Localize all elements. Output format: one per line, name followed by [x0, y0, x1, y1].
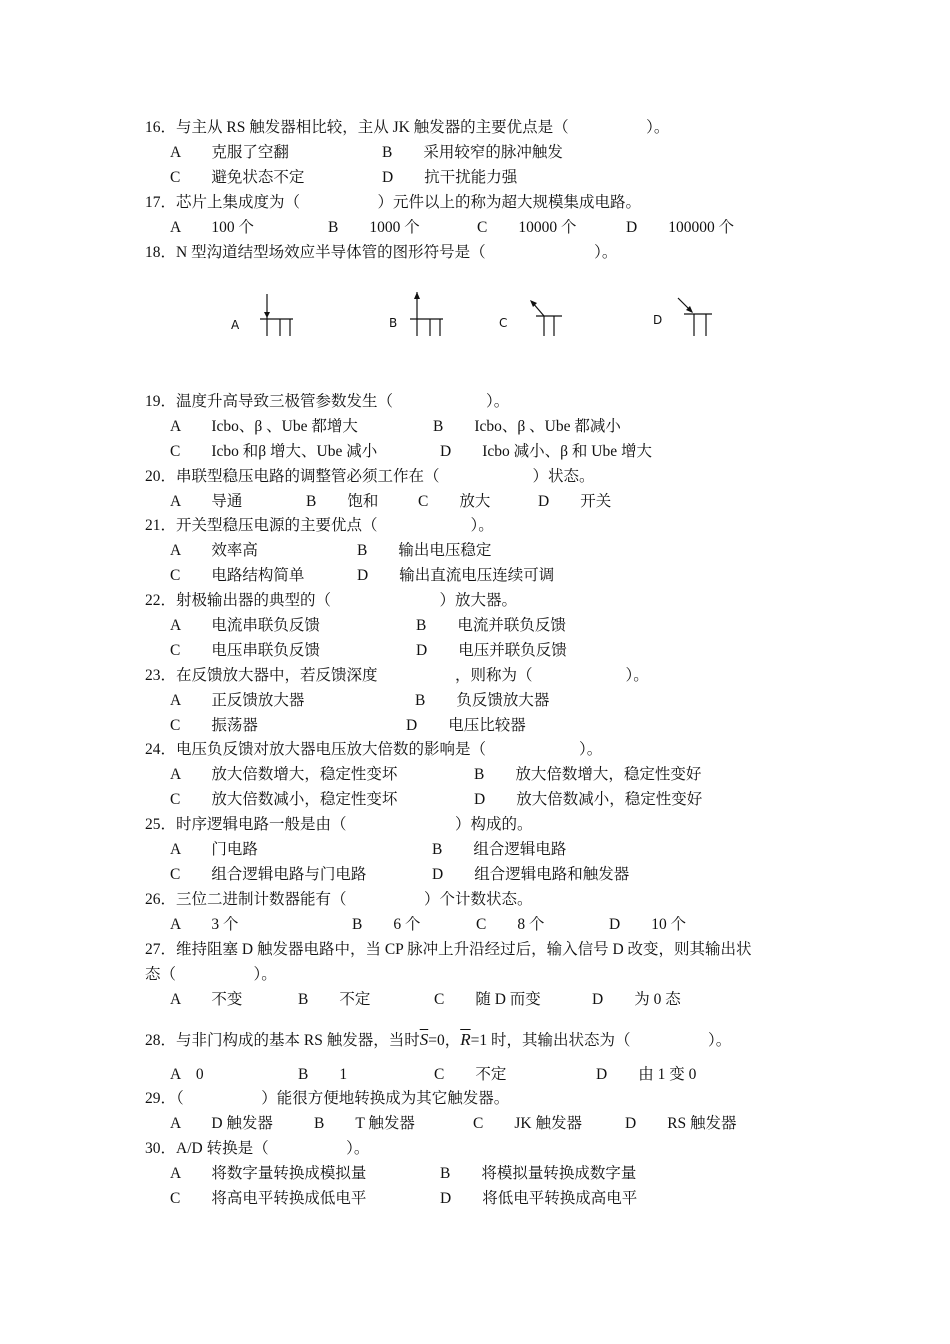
question-27-option-b: B 不定: [298, 991, 371, 1008]
question-28-stem-mid: =0，: [428, 1032, 461, 1049]
question-17-option-b: B 1000 个: [328, 219, 420, 236]
question-30-option-d: D 将低电平转换成高电平: [440, 1190, 638, 1207]
question-21-option-d: D 输出直流电压连续可调: [357, 567, 555, 584]
question-20-option-b: B 饱和: [306, 493, 379, 510]
question-16-stem: 16．与主从 RS 触发器相比较，主从 JK 触发器的主要优点是（ ）。: [145, 119, 670, 136]
question-19-option-d: D Icbo 减小、β 和 Ube 增大: [440, 443, 652, 460]
jfet-symbol-d: [674, 294, 719, 340]
r-bar-symbol: $\overline{R}$: [460, 1030, 471, 1049]
question-20-stem: 20．串联型稳压电路的调整管必须工作在（ ）状态。: [145, 468, 595, 485]
question-25-option-d: D 组合逻辑电路和触发器: [432, 866, 630, 883]
question-26-stem: 26．三位二进制计数器能有（ ）个计数状态。: [145, 891, 533, 908]
question-27-option-c: C 随 D 而变: [434, 991, 541, 1008]
question-23-stem: 23．在反馈放大器中，若反馈深度 ，则称为（ ）。: [145, 667, 649, 684]
question-25-option-a: A 门电路: [170, 841, 258, 858]
question-16-option-a: A 克服了空翻: [170, 144, 289, 161]
question-26-option-d: D 10 个: [609, 916, 687, 933]
question-25-option-c: C 组合逻辑电路与门电路: [170, 866, 367, 883]
question-29-option-c: C JK 触发器: [473, 1115, 582, 1132]
question-23-option-c: C 振荡器: [170, 717, 258, 734]
symbol-label-c: C: [499, 316, 508, 330]
question-16-option-d: D 抗干扰能力强: [382, 169, 518, 186]
symbol-label-d: D: [653, 313, 663, 327]
symbol-label-b: B: [389, 316, 398, 330]
jfet-symbol-a: [255, 290, 300, 340]
question-19-stem: 19．温度升高导致三极管参数发生（ ）。: [145, 393, 510, 410]
question-28-stem-part2: =1 时，其输出状态为（ ）。: [470, 1032, 732, 1049]
question-19-option-c: C Icbo 和β 增大、Ube 减小: [170, 443, 378, 460]
question-23-option-d: D 电压比较器: [406, 717, 526, 734]
question-17-option-a: A 100 个: [170, 219, 254, 236]
question-17-stem: 17．芯片上集成度为（ ）元件以上的称为超大规模集成电路。: [145, 194, 642, 211]
question-22-option-d: D 电压并联负反馈: [416, 642, 567, 659]
question-27-stem-line2: 态（ ）。: [145, 966, 277, 983]
question-20-option-d: D 开关: [538, 493, 612, 510]
question-25-stem: 25．时序逻辑电路一般是由（ ）构成的。: [145, 816, 533, 833]
question-29-option-a: A D 触发器: [170, 1115, 273, 1132]
question-26-option-b: B 6 个: [352, 916, 421, 933]
question-25-option-b: B 组合逻辑电路: [432, 841, 567, 858]
question-17-option-c: C 10000 个: [477, 219, 577, 236]
jfet-symbol-c: [522, 296, 567, 340]
question-28-option-d: D 由 1 变 0: [596, 1066, 697, 1083]
question-17-option-d: D 100000 个: [626, 219, 735, 236]
symbol-label-a: A: [231, 318, 240, 332]
question-30-option-c: C 将高电平转换成低电平: [170, 1190, 367, 1207]
question-30-stem: 30．A/D 转换是（ ）。: [145, 1140, 370, 1157]
question-26-option-c: C 8 个: [476, 916, 545, 933]
question-24-option-a: A 放大倍数增大，稳定性变坏: [170, 766, 398, 783]
question-29-option-b: B T 触发器: [314, 1115, 415, 1132]
question-26-option-a: A 3 个: [170, 916, 239, 933]
jfet-symbol-b: [405, 288, 450, 340]
question-24-option-d: D 放大倍数减小，稳定性变好: [474, 791, 703, 808]
question-21-stem: 21．开关型稳压电源的主要优点（ ）。: [145, 517, 494, 534]
question-20-option-c: C 放大: [418, 493, 491, 510]
question-21-option-c: C 电路结构简单: [170, 567, 305, 584]
question-28-option-a: A 0: [170, 1066, 204, 1083]
question-21-option-a: A 效率高: [170, 542, 258, 559]
question-20-option-a: A 导通: [170, 493, 243, 510]
question-24-option-b: B 放大倍数增大，稳定性变好: [474, 766, 702, 783]
question-16-option-b: B 采用较窄的脉冲触发: [382, 144, 563, 161]
question-16-option-c: C 避免状态不定: [170, 169, 305, 186]
question-22-option-c: C 电压串联负反馈: [170, 642, 320, 659]
s-bar-symbol: $\overline{S}$: [419, 1030, 429, 1049]
question-19-option-a: A Icbo、β 、Ube 都增大: [170, 418, 358, 435]
question-21-option-b: B 输出电压稳定: [357, 542, 492, 559]
question-29-stem: 29．（ ）能很方便地转换成为其它触发器。: [145, 1090, 510, 1107]
question-23-option-a: A 正反馈放大器: [170, 692, 305, 709]
question-18-stem: 18．N 型沟道结型场效应半导体管的图形符号是（ ）。: [145, 244, 618, 261]
question-27-option-d: D 为 0 态: [592, 991, 681, 1008]
question-28-stem-part1: 28．与非门构成的基本 RS 触发器，当时: [145, 1032, 420, 1049]
question-22-stem: 22．射极输出器的典型的（ ）放大器。: [145, 592, 518, 609]
question-27-stem-line1: 27．维持阻塞 D 触发器电路中，当 CP 脉冲上升沿经过后，输入信号 D 改变，则其输出状: [145, 941, 752, 958]
question-22-option-a: A 电流串联负反馈: [170, 617, 320, 634]
question-30-option-b: B 将模拟量转换成数字量: [440, 1165, 637, 1182]
question-24-stem: 24．电压负反馈对放大器电压放大倍数的影响是（ ）。: [145, 741, 603, 758]
question-28-stem: [145, 1030, 731, 1051]
question-29-option-d: D RS 触发器: [625, 1115, 737, 1132]
question-24-option-c: C 放大倍数减小，稳定性变坏: [170, 791, 398, 808]
question-28-option-c: C 不定: [434, 1066, 507, 1083]
question-23-option-b: B 负反馈放大器: [415, 692, 550, 709]
question-19-option-b: B Icbo、β 、Ube 都减小: [433, 418, 621, 435]
question-28-option-b: B 1: [298, 1066, 348, 1083]
question-27-option-a: A 不变: [170, 991, 243, 1008]
question-30-option-a: A 将数字量转换成模拟量: [170, 1165, 367, 1182]
question-22-option-b: B 电流并联负反馈: [416, 617, 566, 634]
